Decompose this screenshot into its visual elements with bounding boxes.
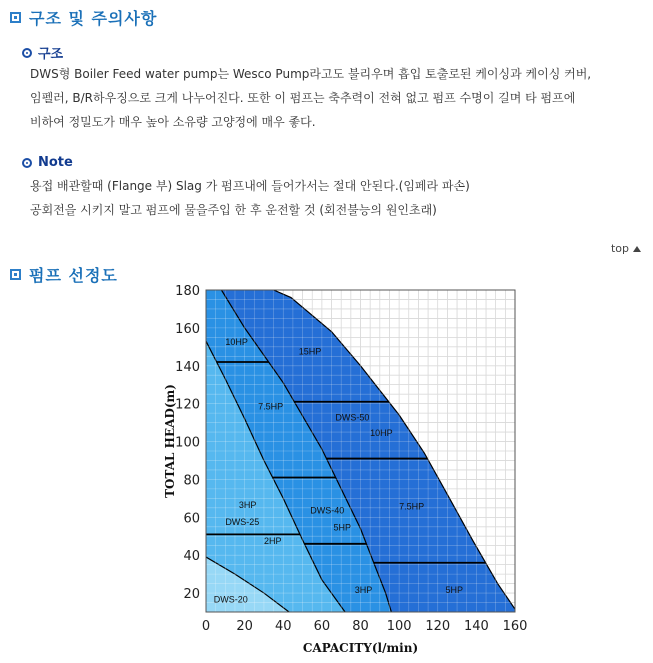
- square-bullet-icon: [10, 269, 21, 280]
- top-link[interactable]: [611, 242, 641, 255]
- pump-selection-chart: [160, 280, 530, 660]
- section-title-text: 펌프 선정도: [29, 266, 118, 285]
- circle-bullet-icon: [22, 158, 32, 168]
- y-tick-label: 80: [183, 473, 200, 489]
- x-tick-label: 80: [352, 619, 369, 634]
- x-tick-label: 20: [236, 619, 253, 634]
- region-label: DWS-50: [335, 412, 370, 423]
- top-link-label: top: [610, 242, 629, 255]
- region-label: 5HP: [445, 585, 463, 596]
- region-label: 3HP: [354, 585, 373, 596]
- x-tick-label: 0: [201, 619, 211, 634]
- square-bullet-icon: [10, 12, 21, 23]
- sub-title-structure: [22, 43, 63, 62]
- sub-title-text: 구조: [38, 47, 64, 62]
- sub-title-text: Note: [38, 155, 73, 170]
- region-label: 7.5HP: [399, 501, 425, 512]
- x-axis-label: CAPACITY(l/min): [302, 641, 419, 655]
- y-tick-label: 180: [175, 284, 200, 299]
- region-label: DWS-40: [310, 505, 345, 516]
- x-tick-label: 100: [386, 619, 412, 634]
- region-label: DWS-25: [225, 516, 260, 527]
- arrow-up-icon: [633, 246, 641, 252]
- x-tick-label: 140: [463, 619, 489, 634]
- note-line: 용접 배관할때 (Flange 부) Slag 가 펌프내에 들어가서는 절대 안된다.(임페라 파손): [30, 179, 470, 193]
- y-tick-label: 160: [175, 321, 200, 337]
- x-tick-label: 40: [274, 619, 292, 634]
- region-label: DWS-20: [213, 594, 248, 605]
- x-tick-label: 160: [502, 619, 528, 634]
- x-tick-label: 60: [313, 619, 331, 634]
- region-label: 5HP: [333, 522, 351, 533]
- region-label: 3HP: [238, 499, 257, 510]
- y-tick-label: 100: [175, 435, 200, 451]
- x-tick-label: 120: [425, 619, 451, 634]
- y-tick-label: 120: [175, 397, 200, 413]
- section-title-structure: [10, 6, 157, 29]
- circle-bullet-icon: [22, 48, 32, 58]
- y-tick-label: 60: [183, 511, 200, 527]
- note-line: 공회전을 시키지 말고 펌프에 물을주입 한 후 운전할 것 (회전불능의 원인초래): [30, 203, 437, 217]
- region-label: 15HP: [298, 346, 322, 357]
- sub-title-note: [22, 155, 73, 170]
- region-label: 10HP: [370, 427, 393, 438]
- y-tick-label: 20: [183, 587, 200, 603]
- y-tick-label: 40: [183, 549, 200, 565]
- note-paragraph: [30, 174, 642, 222]
- section-title-selection: [10, 263, 118, 286]
- region-label: 7.5HP: [258, 401, 284, 412]
- structure-line: DWS형 Boiler Feed water pump는 Wesco Pump라고도 불리우며 흡입 토출로된 케이싱과 케이싱 커버,: [30, 67, 592, 81]
- section-title-text: 구조 및 주의사항: [29, 9, 158, 28]
- structure-paragraph: [30, 62, 642, 134]
- y-axis-label: TOTAL HEAD(m): [163, 384, 177, 498]
- region-label: 10HP: [225, 336, 248, 347]
- y-tick-label: 140: [175, 359, 200, 375]
- region-label: 2HP: [263, 535, 282, 546]
- structure-line: 임펠러, B/R하우징으로 크게 나누어진다. 또한 이 펌프는 축추력이 전혀 없고 펌프 수명이 길며 타 펌프에: [30, 91, 576, 105]
- structure-line: 비하여 정밀도가 매우 높아 소유량 고양정에 매우 좋다.: [30, 115, 316, 129]
